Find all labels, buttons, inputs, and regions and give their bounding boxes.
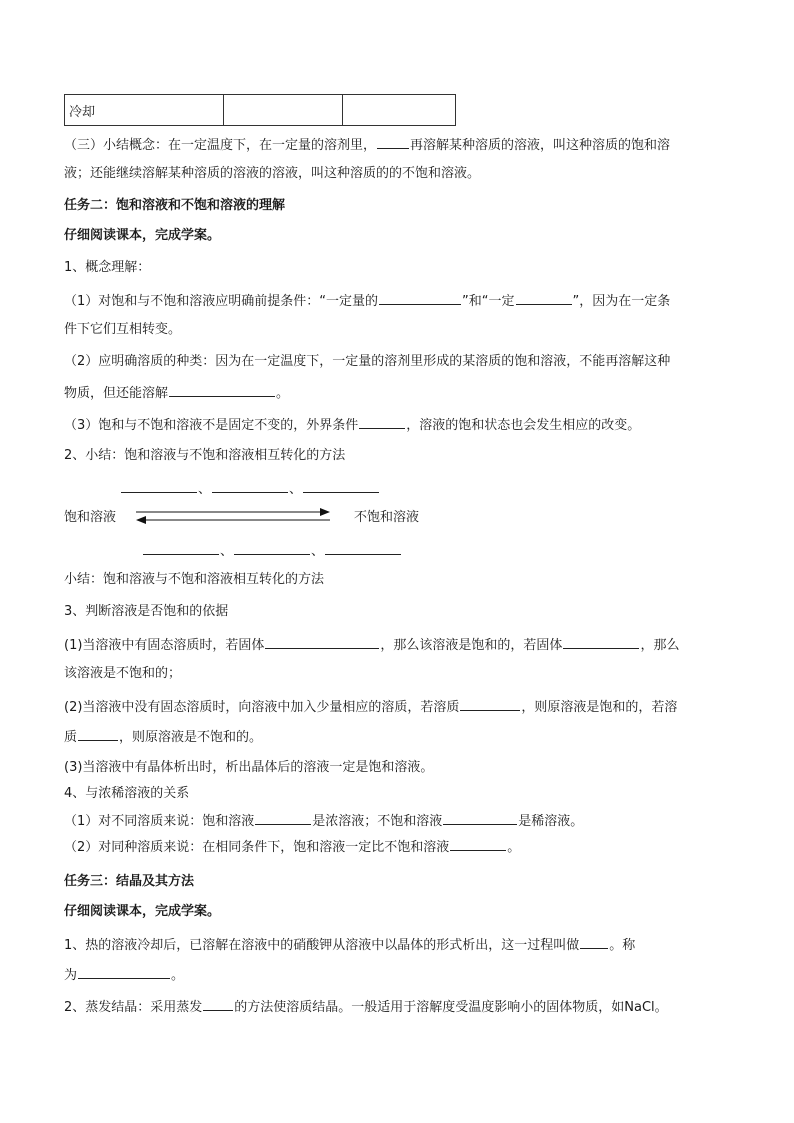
crystal-item-1-cont: 为 。 bbox=[64, 964, 734, 986]
upper-method-blanks: 、 、 bbox=[120, 478, 420, 500]
answer-blank[interactable] bbox=[78, 964, 170, 979]
unsaturated-solution-label: 不饱和溶液 bbox=[354, 510, 420, 525]
answer-blank[interactable] bbox=[377, 134, 409, 149]
right-arrow-head bbox=[320, 508, 330, 516]
answer-blank[interactable] bbox=[516, 290, 572, 305]
concept-item-2-cont: 物质，但还能溶解 。 bbox=[64, 382, 734, 404]
table-cell: 冷却 bbox=[65, 95, 224, 126]
answer-blank[interactable] bbox=[359, 414, 405, 429]
judge-item-2-cont: 质 ，则原溶液是不饱和的。 bbox=[64, 726, 734, 748]
judge-item-3: (3)当溶液中有晶体析出时，析出晶体后的溶液一定是饱和溶液。 bbox=[64, 760, 434, 775]
crystal-item-1: 1、热的溶液冷却后，已溶解在溶液中的硝酸钾从溶液中以晶体的形式析出，这一过程叫做 。称 bbox=[64, 934, 734, 956]
table-cell bbox=[343, 95, 456, 126]
task3-instruction: 仔细阅读课本，完成学案。 bbox=[64, 904, 221, 919]
judge-item-1: (1)当溶液中有固态溶质时，若固体 ，那么该溶液是饱和的，若固体 ，那么 bbox=[64, 634, 734, 656]
relation-item-2: （2）对同种溶质来说：在相同条件下，饱和溶液一定比不饱和溶液 。 bbox=[64, 836, 734, 858]
answer-blank[interactable] bbox=[325, 540, 401, 555]
answer-blank[interactable] bbox=[255, 810, 311, 825]
section-heading-3: 3、判断溶液是否饱和的依据 bbox=[64, 604, 229, 619]
answer-blank[interactable] bbox=[169, 382, 275, 397]
summary-line: 小结：饱和溶液与不饱和溶液相互转化的方法 bbox=[64, 572, 325, 587]
task3-title: 任务三：结晶及其方法 bbox=[64, 874, 195, 889]
answer-blank[interactable] bbox=[379, 290, 461, 305]
table-cell bbox=[224, 95, 343, 126]
summary-concept-line-2: 液；还能继续溶解某种溶质的溶液的溶液，叫这种溶质的的不饱和溶液。 bbox=[64, 166, 481, 181]
concept-item-1-cont: 件下它们互相转变。 bbox=[64, 322, 182, 337]
answer-blank[interactable] bbox=[443, 810, 517, 825]
section-heading-2: 2、小结：饱和溶液与不饱和溶液相互转化的方法 bbox=[64, 448, 346, 463]
relation-item-1: （1）对不同溶质来说：饱和溶液 是浓溶液；不饱和溶液 是稀溶液。 bbox=[64, 810, 734, 832]
task2-title: 任务二：饱和溶液和不饱和溶液的理解 bbox=[64, 198, 286, 213]
left-arrow-head bbox=[136, 516, 146, 524]
answer-blank[interactable] bbox=[203, 996, 233, 1011]
answer-blank[interactable] bbox=[143, 540, 219, 555]
cooling-table bbox=[64, 94, 456, 126]
lower-method-blanks: 、 、 bbox=[142, 540, 442, 562]
section-heading-4: 4、与浓稀溶液的关系 bbox=[64, 786, 190, 801]
judge-item-2: (2)当溶液中没有固态溶质时，向溶液中加入少量相应的溶质，若溶质 ，则原溶液是饱和的，若溶 bbox=[64, 696, 734, 718]
answer-blank[interactable] bbox=[460, 696, 520, 711]
answer-blank[interactable] bbox=[234, 540, 310, 555]
answer-blank[interactable] bbox=[265, 634, 379, 649]
concept-item-2: （2）应明确溶质的种类：因为在一定温度下，一定量的溶剂里形成的某溶质的饱和溶液，不能再溶解这种 bbox=[64, 354, 671, 369]
answer-blank[interactable] bbox=[580, 934, 608, 949]
answer-blank[interactable] bbox=[121, 478, 197, 493]
section-heading-1: 1、概念理解： bbox=[64, 260, 151, 275]
answer-blank[interactable] bbox=[563, 634, 639, 649]
task2-instruction: 仔细阅读课本，完成学案。 bbox=[64, 228, 221, 243]
conversion-arrows bbox=[132, 506, 334, 526]
answer-blank[interactable] bbox=[450, 836, 506, 851]
answer-blank[interactable] bbox=[212, 478, 288, 493]
concept-item-3: （3）饱和与不饱和溶液不是固定不变的，外界条件 ，溶液的饱和状态也会发生相应的改变。 bbox=[64, 414, 734, 436]
crystal-item-2: 2、蒸发结晶：采用蒸发 的方法使溶质结晶。一般适用于溶解度受温度影响小的固体物质，如NaCl。 bbox=[64, 996, 734, 1018]
judge-item-1-cont: 该溶液是不饱和的； bbox=[64, 666, 182, 681]
answer-blank[interactable] bbox=[78, 726, 118, 741]
answer-blank[interactable] bbox=[303, 478, 379, 493]
summary-concept-line-1: （三）小结概念：在一定温度下，在一定量的溶剂里， 再溶解某种溶质的溶液，叫这种溶质的饱和溶 bbox=[64, 134, 734, 156]
saturated-solution-label: 饱和溶液 bbox=[64, 510, 117, 525]
concept-item-1: （1）对饱和与不饱和溶液应明确前提条件：“一定量的 ”和“一定 ”，因为在一定条 bbox=[64, 290, 734, 312]
table-row bbox=[65, 95, 456, 126]
